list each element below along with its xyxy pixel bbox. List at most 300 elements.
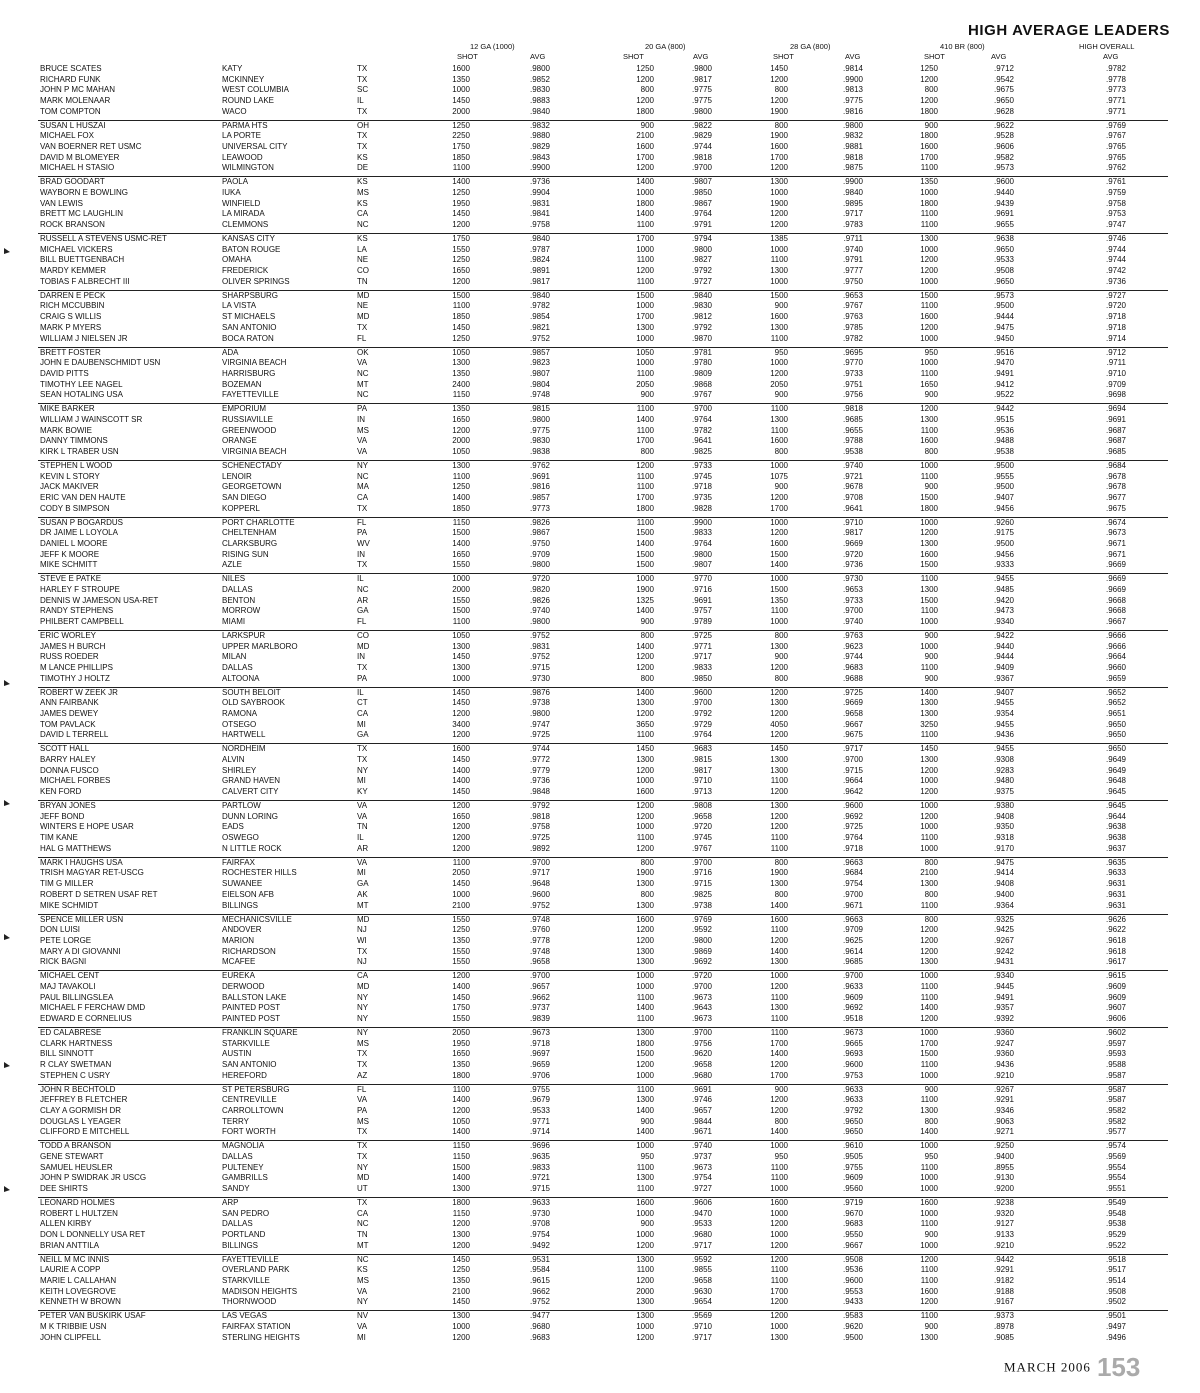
avg-high-overall: .9529: [1105, 1230, 1126, 1240]
shot-12ga: 1100: [452, 301, 470, 311]
shot-28ga: 1300: [770, 414, 788, 424]
shot-28ga: 1200: [770, 687, 788, 697]
shot-12ga: 1450: [452, 992, 470, 1002]
shot-28ga: 4050: [770, 719, 788, 729]
shooter-state: TX: [357, 503, 368, 513]
shot-12ga: 1600: [452, 64, 470, 73]
avg-12ga: .9800: [529, 560, 550, 570]
avg-28ga: .9740: [842, 617, 863, 627]
shot-410br: 1000: [920, 971, 938, 981]
shooter-state: NY: [357, 1027, 369, 1037]
shooter-state: TX: [357, 1198, 368, 1207]
avg-28ga: .9583: [842, 1311, 863, 1321]
avg-28ga: .9700: [842, 971, 863, 981]
avg-28ga: .9721: [842, 471, 863, 481]
shooter-state: NY: [357, 460, 369, 470]
avg-20ga: .9869: [691, 946, 712, 956]
avg-12ga: .9700: [529, 857, 550, 867]
shooter-state: IN: [357, 414, 365, 424]
table-row: [0, 1241, 1200, 1252]
shot-12ga: 1200: [452, 843, 470, 853]
table-row-group: [0, 233, 1200, 289]
avg-12ga: .9840: [529, 290, 550, 300]
avg-28ga: .9671: [842, 900, 863, 910]
shot-28ga: 1300: [770, 879, 788, 889]
shot-12ga: 1400: [452, 1173, 470, 1183]
shot-12ga: 1200: [452, 220, 470, 230]
avg-high-overall: .9626: [1105, 914, 1126, 924]
shooter-state: FL: [357, 517, 367, 527]
avg-28ga: .9669: [842, 538, 863, 548]
avg-20ga: .9764: [691, 538, 712, 548]
avg-high-overall: .9684: [1105, 460, 1126, 470]
shooter-name: TIM KANE: [40, 833, 78, 843]
avg-20ga: .9470: [691, 1208, 712, 1218]
shot-410br: 1200: [920, 404, 938, 414]
avg-410br: .9436: [993, 1059, 1014, 1069]
avg-410br: .9360: [993, 1049, 1014, 1059]
shot-12ga: 1950: [452, 1038, 470, 1048]
shooter-name: JEFF K MOORE: [40, 549, 100, 559]
avg-12ga: .9730: [529, 673, 550, 683]
avg-410br: .9130: [993, 1173, 1014, 1183]
shot-28ga: 1300: [770, 755, 788, 765]
table-row: [0, 291, 1200, 302]
shot-410br: 1450: [920, 744, 938, 754]
avg-12ga: .9758: [529, 220, 550, 230]
avg-410br: .9573: [993, 163, 1014, 173]
shot-20ga: 1000: [636, 1070, 654, 1080]
avg-12ga: .9657: [529, 981, 550, 991]
avg-20ga: .9833: [691, 663, 712, 673]
avg-28ga: .9751: [842, 379, 863, 389]
shot-410br: 1100: [920, 368, 938, 378]
avg-28ga: .9736: [842, 560, 863, 570]
avg-20ga: .9720: [691, 822, 712, 832]
avg-20ga: .9710: [691, 1322, 712, 1332]
shooter-city: LA MIRADA: [222, 209, 265, 219]
shot-20ga: 1200: [636, 96, 654, 106]
avg-20ga: .9771: [691, 641, 712, 651]
shot-28ga: 1200: [770, 1297, 788, 1307]
shooter-state: TX: [357, 946, 368, 956]
shot-28ga: 1200: [770, 811, 788, 821]
shooter-state: PA: [357, 673, 368, 683]
shooter-city: MCKINNEY: [222, 74, 265, 84]
shooter-name: BRETT MC LAUGHLIN: [40, 209, 123, 219]
shot-20ga: 1200: [636, 1240, 654, 1250]
shooter-city: OLD SAYBROOK: [222, 698, 285, 708]
avg-28ga: .9791: [842, 255, 863, 265]
avg-12ga: .9830: [529, 85, 550, 95]
table-row: [0, 1276, 1200, 1287]
avg-12ga: .9838: [529, 446, 550, 456]
avg-20ga: .9782: [691, 425, 712, 435]
shot-12ga: 1350: [452, 935, 470, 945]
shot-410br: 1000: [920, 1173, 938, 1183]
avg-410br: .9238: [993, 1198, 1014, 1207]
table-row: [0, 936, 1200, 947]
shot-12ga: 1300: [452, 641, 470, 651]
avg-410br: .9650: [993, 276, 1014, 286]
avg-high-overall: .9673: [1105, 528, 1126, 538]
avg-410br: .9318: [993, 833, 1014, 843]
table-row: [0, 560, 1200, 571]
avg-12ga: .9658: [529, 957, 550, 967]
shot-12ga: 1400: [452, 1127, 470, 1137]
avg-high-overall: .9551: [1105, 1184, 1126, 1194]
avg-12ga: .9748: [529, 914, 550, 924]
avg-20ga: .9673: [691, 992, 712, 1002]
shooter-city: ARP: [222, 1198, 239, 1207]
shooter-name: ROCK BRANSON: [40, 220, 105, 230]
category-410br: 410 BR (800): [940, 42, 985, 51]
avg-12ga: .9831: [529, 641, 550, 651]
shooter-name: SUSAN P BOGARDUS: [40, 517, 123, 527]
shot-28ga: 1350: [770, 595, 788, 605]
avg-high-overall: .9747: [1105, 220, 1126, 230]
shot-28ga: 1100: [770, 833, 788, 843]
avg-410br: .9210: [993, 1070, 1014, 1080]
avg-high-overall: .9649: [1105, 755, 1126, 765]
shooter-state: DE: [357, 163, 369, 173]
shot-20ga: 1100: [636, 1013, 654, 1023]
avg-20ga: .9717: [691, 1240, 712, 1250]
shot-410br: 1100: [920, 1276, 938, 1286]
shot-12ga: 1350: [452, 404, 470, 414]
shooter-city: RAMONA: [222, 709, 258, 719]
table-row: [0, 1184, 1200, 1195]
avg-28ga: .9881: [842, 142, 863, 152]
avg-410br: .9440: [993, 641, 1014, 651]
avg-20ga: .9680: [691, 1230, 712, 1240]
shot-410br: 1100: [920, 220, 938, 230]
avg-20ga: .9700: [691, 163, 712, 173]
shooter-city: EIELSON AFB: [222, 889, 275, 899]
shooter-city: FRANKLIN SQUARE: [222, 1027, 298, 1037]
avg-high-overall: .9609: [1105, 992, 1126, 1002]
shot-12ga: 1200: [452, 971, 470, 981]
shot-410br: 800: [924, 85, 938, 95]
avg-12ga: .9717: [529, 868, 550, 878]
shot-12ga: 1400: [452, 492, 470, 502]
category-28ga: 28 GA (800): [790, 42, 831, 51]
avg-28ga: .9600: [842, 1059, 863, 1069]
table-row: [0, 652, 1200, 663]
shooter-name: STEPHEN C USRY: [40, 1070, 111, 1080]
shooter-name: RICH MCCUBBIN: [40, 301, 105, 311]
shot-28ga: 900: [774, 482, 788, 492]
avg-28ga: .9730: [842, 574, 863, 584]
shot-410br: 1200: [920, 255, 938, 265]
shot-410br: 1100: [920, 301, 938, 311]
avg-high-overall: .9668: [1105, 595, 1126, 605]
avg-410br: .9439: [993, 198, 1014, 208]
shot-20ga: 1000: [636, 574, 654, 584]
avg-28ga: .9508: [842, 1254, 863, 1264]
shot-20ga: 1200: [636, 460, 654, 470]
avg-410br: .9250: [993, 1141, 1014, 1151]
shot-12ga: 1400: [452, 981, 470, 991]
shooter-city: LA VISTA: [222, 301, 257, 311]
avg-12ga: .9736: [529, 776, 550, 786]
avg-20ga: .9658: [691, 811, 712, 821]
shot-28ga: 1100: [770, 1173, 788, 1183]
shooter-city: LARKSPUR: [222, 631, 266, 640]
shot-410br: 1700: [920, 152, 938, 162]
shooter-state: CA: [357, 709, 369, 719]
avg-12ga: .9715: [529, 663, 550, 673]
avg-20ga: .9654: [691, 1297, 712, 1307]
avg-20ga: .9822: [691, 120, 712, 130]
avg-high-overall: .9582: [1105, 1116, 1126, 1126]
avg-20ga: .9807: [691, 177, 712, 187]
shot-12ga: 1450: [452, 698, 470, 708]
avg-high-overall: .9674: [1105, 517, 1126, 527]
shot-20ga: 1500: [636, 290, 654, 300]
shot-12ga: 1150: [452, 517, 470, 527]
shot-28ga: 800: [774, 85, 788, 95]
shot-20ga: 1400: [636, 414, 654, 424]
shooter-city: PAINTED POST: [222, 1003, 281, 1013]
avg-410br: .9638: [993, 234, 1014, 244]
avg-12ga: .9477: [529, 1311, 550, 1321]
shooter-state: AZ: [357, 1070, 368, 1080]
shooter-city: GREENWOOD: [222, 425, 277, 435]
avg-410br: .9320: [993, 1208, 1014, 1218]
avg-20ga: .9740: [691, 1141, 712, 1151]
avg-28ga: .9683: [842, 663, 863, 673]
avg-high-overall: .9691: [1105, 414, 1126, 424]
avg-high-overall: .9650: [1105, 744, 1126, 754]
shot-20ga: 1300: [636, 946, 654, 956]
shooter-city: HEREFORD: [222, 1070, 267, 1080]
shot-20ga: 1400: [636, 1003, 654, 1013]
avg-high-overall: .9666: [1105, 631, 1126, 640]
shooter-state: TX: [357, 74, 368, 84]
table-row: [0, 107, 1200, 118]
avg-high-overall: .9767: [1105, 131, 1126, 141]
avg-high-overall: .9635: [1105, 857, 1126, 867]
shot-410br: 1100: [920, 163, 938, 173]
table-row: [0, 1095, 1200, 1106]
avg-410br: .9582: [993, 152, 1014, 162]
shooter-state: NE: [357, 255, 369, 265]
shot-410br: 1000: [920, 244, 938, 254]
shot-28ga: 1700: [770, 503, 788, 513]
avg-high-overall: .9587: [1105, 1095, 1126, 1105]
avg-410br: .9340: [993, 971, 1014, 981]
avg-12ga: .9492: [529, 1240, 550, 1250]
avg-12ga: .9778: [529, 935, 550, 945]
table-row: [0, 312, 1200, 323]
avg-high-overall: .9660: [1105, 663, 1126, 673]
shooter-city: SCHENECTADY: [222, 460, 282, 470]
shot-20ga: 1600: [636, 914, 654, 924]
avg-410br: .9455: [993, 744, 1014, 754]
shot-410br: 1200: [920, 74, 938, 84]
avg-high-overall: .9577: [1105, 1127, 1126, 1137]
shooter-name: MARK P MYERS: [40, 322, 102, 332]
subheader-avg: AVG: [530, 52, 546, 61]
avg-28ga: .9633: [842, 981, 863, 991]
shot-12ga: 1200: [452, 730, 470, 740]
shooter-state: TX: [357, 142, 368, 152]
shot-12ga: 1300: [452, 663, 470, 673]
shot-410br: 1000: [920, 617, 938, 627]
avg-high-overall: .9631: [1105, 900, 1126, 910]
shot-20ga: 1400: [636, 606, 654, 616]
shot-20ga: 1000: [636, 333, 654, 343]
shooter-city: N LITTLE ROCK: [222, 843, 282, 853]
shooter-city: PORT CHARLOTTE: [222, 517, 295, 527]
shot-410br: 950: [924, 1151, 938, 1161]
avg-12ga: .9807: [529, 368, 550, 378]
shot-28ga: 1200: [770, 74, 788, 84]
shot-410br: 1000: [920, 1184, 938, 1194]
table-row: [0, 642, 1200, 653]
table-row: [0, 209, 1200, 220]
shooter-state: VA: [357, 1095, 368, 1105]
shooter-name: JACK MAKIVER: [40, 482, 99, 492]
avg-28ga: .9678: [842, 482, 863, 492]
shooter-name: VAN BOERNER RET USMC: [40, 142, 142, 152]
table-row: [0, 518, 1200, 529]
avg-12ga: .9821: [529, 322, 550, 332]
avg-28ga: .9840: [842, 188, 863, 198]
shooter-city: SAN ANTONIO: [222, 1059, 277, 1069]
avg-high-overall: .9502: [1105, 1297, 1126, 1307]
shooter-city: OSWEGO: [222, 833, 259, 843]
avg-high-overall: .9687: [1105, 436, 1126, 446]
avg-high-overall: .9659: [1105, 673, 1126, 683]
shooter-name: R CLAY SWETMAN: [40, 1059, 112, 1069]
shot-20ga: 1600: [636, 787, 654, 797]
avg-12ga: .9635: [529, 1151, 550, 1161]
avg-high-overall: .9587: [1105, 1084, 1126, 1094]
avg-12ga: .9752: [529, 333, 550, 343]
shot-28ga: 1200: [770, 1059, 788, 1069]
avg-410br: .9380: [993, 801, 1014, 811]
shot-12ga: 1800: [452, 1198, 470, 1207]
table-row: [0, 844, 1200, 855]
table-row: [0, 234, 1200, 245]
shot-28ga: 1300: [770, 957, 788, 967]
avg-20ga: .9775: [691, 96, 712, 106]
avg-410br: .9408: [993, 879, 1014, 889]
avg-12ga: .9817: [529, 276, 550, 286]
shooter-name: TOM PAVLACK: [40, 719, 96, 729]
avg-high-overall: .9582: [1105, 1105, 1126, 1115]
shot-20ga: 1000: [636, 1141, 654, 1151]
shot-20ga: 1200: [636, 663, 654, 673]
shooter-city: LENOIR: [222, 471, 252, 481]
shooter-city: AUSTIN: [222, 1049, 252, 1059]
avg-28ga: .9740: [842, 244, 863, 254]
shot-28ga: 1100: [770, 1013, 788, 1023]
shot-28ga: 1400: [770, 900, 788, 910]
avg-28ga: .9733: [842, 595, 863, 605]
avg-high-overall: .9648: [1105, 776, 1126, 786]
shot-12ga: 1450: [452, 96, 470, 106]
shot-12ga: 1000: [452, 1322, 470, 1332]
shot-12ga: 1850: [452, 503, 470, 513]
avg-20ga: .9817: [691, 74, 712, 84]
shot-28ga: 1200: [770, 1311, 788, 1321]
shot-410br: 1800: [920, 503, 938, 513]
shot-410br: 1200: [920, 946, 938, 956]
shooter-city: CENTREVILLE: [222, 1095, 277, 1105]
avg-28ga: .9785: [842, 322, 863, 332]
avg-28ga: .9650: [842, 1116, 863, 1126]
shooter-name: BILL SINNOTT: [40, 1049, 94, 1059]
table-row-group: [0, 517, 1200, 573]
shot-28ga: 1200: [770, 1105, 788, 1115]
avg-12ga: .9748: [529, 946, 550, 956]
avg-28ga: .9505: [842, 1151, 863, 1161]
shooter-city: AZLE: [222, 560, 243, 570]
shot-12ga: 1350: [452, 1276, 470, 1286]
table-row: [0, 617, 1200, 628]
shot-12ga: 1850: [452, 152, 470, 162]
shot-20ga: 1100: [636, 404, 654, 414]
avg-28ga: .9740: [842, 460, 863, 470]
shooter-city: FAYETTEVILLE: [222, 1254, 279, 1264]
shot-20ga: 1100: [636, 255, 654, 265]
avg-high-overall: .9761: [1105, 177, 1126, 187]
avg-high-overall: .9609: [1105, 981, 1126, 991]
shot-28ga: 1000: [770, 1322, 788, 1332]
table-row: [0, 1322, 1200, 1333]
shot-12ga: 1250: [452, 333, 470, 343]
table-row: [0, 1127, 1200, 1138]
avg-28ga: .9675: [842, 730, 863, 740]
shot-12ga: 1550: [452, 914, 470, 924]
avg-28ga: .9750: [842, 276, 863, 286]
shot-410br: 1000: [920, 517, 938, 527]
avg-high-overall: .9675: [1105, 503, 1126, 513]
avg-410br: .9242: [993, 946, 1014, 956]
avg-410br: .9522: [993, 390, 1014, 400]
shooter-state: MT: [357, 1240, 369, 1250]
avg-28ga: .9725: [842, 822, 863, 832]
shot-12ga: 1150: [452, 1141, 470, 1151]
shooter-name: MICHAEL CENT: [40, 971, 100, 981]
table-row: [0, 1198, 1200, 1209]
avg-410br: .8978: [993, 1322, 1014, 1332]
avg-12ga: .9816: [529, 482, 550, 492]
shot-410br: 1500: [920, 595, 938, 605]
subheader-shot: SHOT: [773, 52, 794, 61]
shot-28ga: 1300: [770, 1003, 788, 1013]
shooter-state: TX: [357, 64, 368, 73]
table-row: [0, 96, 1200, 107]
table-row: [0, 596, 1200, 607]
avg-20ga: .9700: [691, 404, 712, 414]
avg-high-overall: .9637: [1105, 843, 1126, 853]
shot-20ga: 1200: [636, 163, 654, 173]
shot-12ga: 1550: [452, 560, 470, 570]
shooter-city: WACO: [222, 106, 247, 116]
table-row: [0, 539, 1200, 550]
avg-20ga: .9754: [691, 1173, 712, 1183]
shot-410br: 1200: [920, 322, 938, 332]
table-row: [0, 822, 1200, 833]
avg-28ga: .9813: [842, 85, 863, 95]
shot-20ga: 1100: [636, 1084, 654, 1094]
shooter-state: AK: [357, 889, 368, 899]
avg-20ga: .9809: [691, 368, 712, 378]
